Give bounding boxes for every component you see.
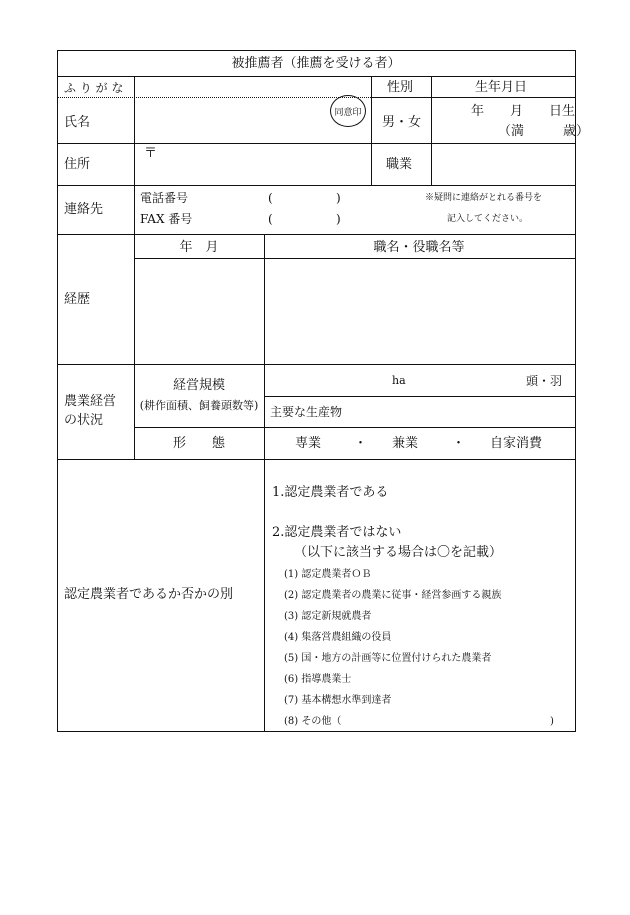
cert-item: (7) 基本構想水準到達者 (284, 695, 392, 706)
birthdate-header: 生年月日 (475, 80, 528, 95)
border-left (57, 50, 58, 732)
address-label: 住所 (64, 157, 91, 172)
cert-other-close: ) (550, 716, 554, 727)
name-label: 氏名 (64, 115, 91, 130)
form-option-selfconsumption: 自家消費 (490, 436, 543, 451)
main-products-label: 主要な生産物 (270, 405, 343, 419)
cert-option-1: 1.認定農業者である (272, 485, 389, 500)
contact-label: 連絡先 (64, 202, 104, 217)
career-label: 経歴 (64, 292, 91, 307)
contact-note-line2: 記入してください。 (447, 214, 529, 224)
cert-item: (4) 集落営農組織の役員 (284, 632, 392, 643)
rule (371, 97, 576, 98)
contact-note-line1: ※疑問に連絡がとれる番号を (425, 193, 543, 203)
rule (264, 234, 265, 364)
form-option-fulltime: 専業 (295, 436, 322, 451)
cert-item: (2) 認定農業者の農業に従事・経営参画する親族 (284, 590, 502, 601)
occupation-label: 職業 (386, 157, 413, 172)
furigana-dotted-rule (57, 97, 371, 98)
rule (371, 143, 372, 185)
phone-paren-close: ) (336, 191, 341, 205)
cert-item: (8) その他（ (284, 716, 342, 727)
fax-paren-close: ) (336, 212, 341, 226)
scale-label: 経営規模 (172, 378, 226, 393)
fax-paren-open: ( (268, 212, 273, 226)
cert-option-2-note: （以下に該当する場合は〇を記載） (294, 545, 503, 560)
rule (264, 364, 265, 459)
rule (134, 76, 135, 459)
certified-farmer-label: 認定農業者であるか否かの別 (64, 587, 234, 602)
form-title: 被推薦者（推薦を受ける者） (231, 56, 401, 71)
birthdate-line: 年 月 日生 (471, 104, 576, 119)
border-right (575, 50, 576, 732)
scale-sublabel: (耕作面積、飼養頭数等) (139, 399, 259, 412)
consent-stamp-label: 同意印 (334, 107, 362, 118)
rule (431, 143, 432, 185)
rule (264, 459, 265, 732)
phone-label: 電話番号 (140, 191, 189, 205)
cert-option-2: 2.認定農業者ではない (272, 525, 402, 540)
farm-status-label-1: 農業経営 (64, 394, 117, 409)
furigana-label: ふ り が な (64, 81, 124, 95)
rule (134, 258, 576, 259)
border-bottom (57, 731, 576, 732)
cert-item: (1) 認定農業者ＯＢ (284, 569, 372, 580)
fax-label: FAX 番号 (140, 212, 193, 226)
form-option-parttime: 兼業 (392, 436, 419, 451)
recommendation-form (57, 50, 590, 732)
career-position-header: 職名・役職名等 (373, 240, 465, 255)
gender-options: 男・女 (382, 115, 422, 130)
unit-ha: ha (392, 374, 406, 387)
border-top (57, 50, 576, 51)
rule (57, 459, 576, 460)
farm-status-label-2: の状況 (64, 413, 104, 428)
form-separator: ・ (452, 436, 466, 451)
rule (134, 427, 576, 428)
unit-head-count: 頭・羽 (526, 374, 563, 388)
career-date-header: 年 月 (179, 240, 219, 255)
cert-item: (3) 認定新規就農者 (284, 611, 372, 622)
phone-paren-open: ( (268, 191, 273, 205)
cert-item: (6) 指導農業士 (284, 674, 352, 685)
form-type-label: 形 態 (172, 436, 226, 451)
gender-header: 性別 (387, 80, 414, 95)
consent-stamp-circle (330, 95, 366, 127)
form-separator: ・ (354, 436, 368, 451)
rule (431, 76, 432, 143)
cert-item: (5) 国・地方の計画等に位置付けられた農業者 (284, 653, 492, 664)
rule (264, 396, 576, 397)
postal-mark: 〒 (144, 146, 158, 161)
age-line: （満 歳） (498, 124, 590, 139)
